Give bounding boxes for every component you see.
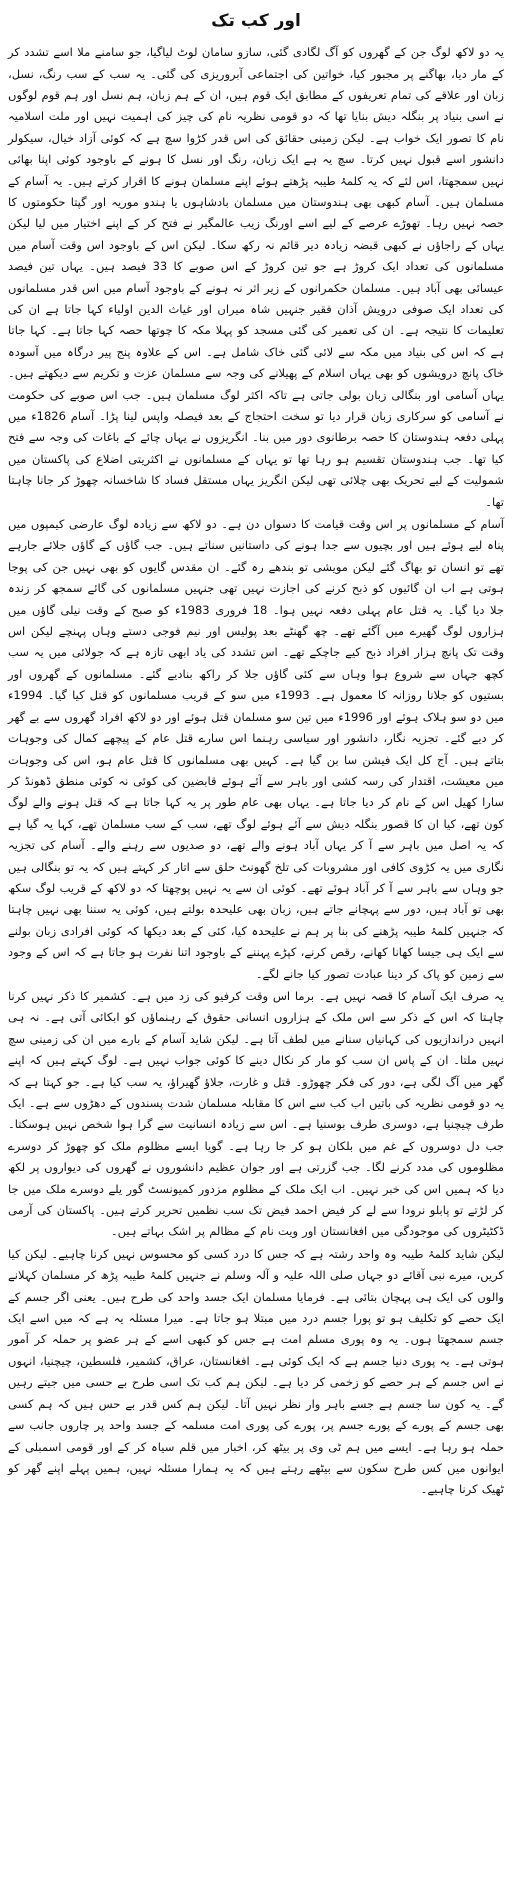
article-paragraph: یہ صرف ایک آسام کا قصہ نہیں ہے۔ برما اس وقت کرفیو کی زد میں ہے۔ کشمیر کا ذکر نہیں کرنا چاہتا کہ اس کے ذکر سے اس ملک کے ہزاروں انسانی حقوق کے رہنماؤں کو ابکائی آتی ہے۔ نہ ہی انہیں دراندازیوں کی کہانیاں سنانے میں لطف آتا ہے۔ لیکن شاید آسام کے بارے میں ان کی زمینی سچ نہیں ملتا۔ ان کے پاس ان سب کو مار کر نکال دینے کا کوئی جواب نہیں ہے۔ لوگ کہتے ہیں کہ اپنے گھر میں آگ لگی ہے، دور کی فکر چھوڑو۔ قتل و غارت، جلاؤ گھیراؤ، یہ سب کیا ہے۔ جو کہتا ہے کہ یہ دو قومی نظریہ کی باتیں اب کب سے اس کا مقابلہ مسلمان شدت پسندوں کے دھڑوں سے ہے۔ ایک طرف چیچنیا ہے، دوسری طرف بوسنیا ہے۔ اس سے زیادہ انسانیت سے گرا ہوا شخص نہیں ہوسکتا۔ جب دل دوسروں کے غم میں بلکان ہو کر جا رہا ہے۔ گویا ایسے مظلوم ملک کو چھوڑ کر دوسرے مظلوموں کی مدد کرنے لگا۔ جب گزرتی ہے اور جوان عظیم دانشوروں نے گھروں کی دیواروں پر لکھ دیا کہ ہمیں اس کی خبر نہیں۔ اب ایک ملک کے مظلوم مزدور کمیونسٹ گور یلے دوسرے ملک میں جا کر لڑتے تو پابلو نرودا سے لے کر فیض احمد فیض تک سب نظمیں تحریر کرتے ہیں۔ پاکستان کی آرمی ڈکٹیٹروں کی موجودگی میں افغانستان اور ویت نام کے مظالم پر اشک بہاتے ہیں۔ [8,988,505,1239]
article-paragraph: یہ دو لاکھ لوگ جن کے گھروں کو آگ لگادی گئی، سازو سامان لوٹ لیاگیا، جو سامنے ملا اسے تشدد کر کے مار دیا، بھاگنے پر مجبور کیا، خواتین کی اجتماعی آبروریزی کی گئی۔ یہ سب کے سب رنگ، نسل، زبان اور علاقے کی تمام تعریفوں کے مطابق ایک قوم ہیں، ان کے ہم زبان، ہم نسل اور ہم قوم لوگوں نے اسی بنیاد پر بنگلہ دیش بنایا تھا کہ دو قومی نظریہ نام کی چیز کی اہمیت نہیں اور ملت اسلامیہ نام کا تصور ایک خواب ہے۔ لیکن زمینی حقائق کی اس قدر کڑوا سچ ہے کہ کوئی آزاد خیال، سیکولر دانشور اسے قبول نہیں کرتا۔ سچ یہ ہے ایک زبان، رنگ اور نسل کا ہونے کے باوجود کوئی اپنا بھائی نہیں سمجھتا، اس لئے کہ یہ کلمۂ طیبہ پڑھتے ہوئے اپنے مسلمان ہونے کا اقرار کرتے ہیں۔ یہ آسام کے مسلمان ہیں۔ آسام کبھی بھی ہندوستان میں مسلمان بادشاہوں یا ہندو موریہ اور گپتا حکومتوں کا حصہ نہیں رہا۔ تھوڑے عرصے کے لیے اسے اورنگ زیب عالمگیر نے فتح کر کے اپنے اختیار میں لیا لیکن یہاں کے راجاؤں نے کبھی قبضہ زیادہ دیر قائم نہ رکھ سکا۔ لیکن اس کے باوجود اس وقت آسام میں مسلمانوں کی تعداد ایک کروڑ ہے جو تین کروڑ کے اس صوبے کا 33 فیصد ہیں۔ یہاں تین فیصد عیسائی بھی آباد ہیں۔ مسلمان حکمرانوں کے زیر اثر نہ ہونے کے باوجود آسام میں اس قدر مسلمانوں کی تعداد ایک صوفی درویش آذان فقیر جنہیں شاہ میراں اور غیاث الدین اولیاء کہا جاتا ہے ان کی تعلیمات کا نتیجہ ہے۔ ان کی تعمیر کی گئی مسجد کو پہلا مکہ کا چوتھا حصہ کہا جاتا ہے۔ کہا جاتا ہے کہ اس کی بنیاد میں مکہ سے لائی گئی خاک شامل ہے۔ اس کے علاوہ پنج پیر درگاہ میں آسودہ خاک پانچ درویشوں کو بھی یہاں اسلام کے پھیلانے کی وجہ سے مسلمان عزت و تکریم سے دیکھتے ہیں۔ یہاں آسامی اور بنگالی زبان بولی جاتی ہے تاکہ اکثر لوگ مسلمان ہیں۔ جب اس صوبے کی حکومت نے آسامی کو سرکاری زبان قرار دیا تو سخت احتجاج کے بعد فیصلہ واپس لینا پڑا۔ آسام 1826ء میں پہلی دفعہ ہندوستان کا حصہ برطانوی دور میں بنا۔ انگریزوں نے یہاں چائے کے باغات کی وجہ سے فتح کیا تھا۔ جب ہندوستان تقسیم ہو رہا تھا تو یہاں کے مسلمانوں نے اکثریتی اضلاع کی پاکستان میں شمولیت کے لیے تحریک بھی چلائی تھی لیکن انگریز یہاں مستقل فساد کا شاخسانہ چھوڑ کر جانا چاہتا تھا۔ [8,45,505,509]
article-title: اور کب تک [211,11,301,31]
article-paragraph: آسام کے مسلمانوں پر اس وقت قیامت کا دسواں دن ہے۔ دو لاکھ سے زیادہ لوگ عارضی کیمپوں میں پناہ لیے ہوئے ہیں اور بچیوں سے جدا ہونے کی داستانیں سناتے ہیں۔ جب گاؤں کے گاؤں جلائے جارہے تھے تو انسان تو بھاگ گئے لیکن مویشی تو بندھے رہ گئے۔ ان مقدس گایوں کو بھی نہیں جن کی پوجا ہوتی ہے اب ان گائیوں کو ذبح کرنے کی اجازت نہیں تھی جنہیں مسلمانوں کی گائے سمجھ کر زندہ جلا دیا گیا۔ یہ قتل عام پہلی دفعہ نہیں ہوا۔ 18 فروری 1983ء کو صبح کے وقت نیلی گاؤں میں ہزاروں لوگ گھیرے میں آگئے تھے۔ چھ گھنٹے بعد پولیس اور نیم فوجی دستے وہاں پہنچے لیکن اس وقت تک پانچ ہزار افراد ذبح کیے جاچکے تھے۔ اس تشدد کی یاد ابھی تازہ ہے کہ جولائی میں یہ سب کچھ جہاں سے شروع ہوا وہاں سے کئی گاؤں جلا کر راکھ بنادیے گئے۔ مسلمانوں کے گھروں اور بستیوں کو جلانا روزانہ کا معمول ہے۔ 1993ء میں سو کے قریب مسلمانوں کو قتل کیا گیا۔ 1994ء میں دو سو ہلاک ہوئے اور 1996ء میں تین سو مسلمان قتل ہوئے اور دو لاکھ افراد گھروں سے بے گھر کر دیے گئے۔ تجزیہ نگار، دانشور اور سیاسی رہنما اس سارے قتل عام کے پیچھے کمال کی وجوہات بتاتے ہیں۔ آج کل ایک فیشن سا بن گیا ہے۔ کہیں بھی مسلمانوں کا قتل عام ہو، اس کی وجوہات میں معیشت، اقتدار کی رسہ کشی اور باہر سے آئے ہوئے قابضین کی کوئی نہ کوئی منطق ڈھونڈ کر سارا کھیل اس کے نام کر دیا جاتا ہے۔ یہاں بھی عام طور پر یہ کہا جاتا ہے کہ قتل ہونے والے لوگ کون تھے، کیا ان کا قصور بنگلہ دیش سے آئے ہوئے لوگ تھے، سب کے سب مسلمان تھے، کہا یہ گیا ہے کہ یہ اصل میں باہر سے آ کر یہاں آباد ہونے والے تھے، دو صدیوں سے رہنے والے۔ آسام کی تجزیہ نگاری میں یہ کڑوی کافی اور مشروبات کی تلخ گھونٹ حلق سے اتار کر کہتے ہیں کہ یہ تو بنگالی ہیں جو وہاں سے باہر سے آ کر آباد ہوئے تھے۔ کوئی ان سے یہ نہیں پوچھتا کہ دو لاکھ کے قریب لوگ سکھ بھی تو آباد ہیں، دور سے پہچانے جاتے ہیں، زبان بھی علیحدہ بولتے ہیں، کوئی یہ سننا بھی نہیں چاہتا کہ جنہیں کلمۂ طیبہ پڑھنے کی بنا پر ہم نے علیحدہ کیا، کئی کے بعد دیکھا کہ کوئی افرادی زبان بولنے سے ایک ہی جیسا کھانا کھانے، رقص کرنے، کپڑے پہننے کے باوجود اتنا نفرت ہو جاتا ہے کہ اس کے وجود سے زمین کو پاک کر دینا عبادت تصور کیا جانے لگے۔ [8,517,505,981]
article-paragraph: لیکن شاید کلمۂ طیبہ وہ واحد رشتہ ہے کہ جس کا درد کسی کو محسوس نہیں کرنا چاہیے۔ لیکن کیا کریں، میرے نبی آقائے دو جہاں صلی اللہ علیہ و آلہ وسلم نے جنہیں کلمۂ طیبہ پڑھ کر مسلمان کہلانے والوں کی ایک ہی پہچان بتائی ہے۔ فرمایا مسلمان ایک جسد واحد کی طرح ہیں۔ یعنی اگر جسم کے ایک حصے کو تکلیف ہو تو پورا جسم درد میں مبتلا ہو جاتا ہے۔ میرا مسئلہ یہ ہے کہ میں اسے ایک جسم سمجھتا ہوں۔ یہ وہ پوری مسلم امت ہے جس کو کبھی اسے کے ہر عضو پر حملہ کر آمور ہوتی ہے۔ یہ پوری دنیا جسم ہے کہ ایک کوئی ہے۔ افغانستان، عراق، کشمیر، فلسطین، چیچنیا، انہوں نے اس جسم کے ہر حصے کو زخمی کر دیا ہے۔ لیکن ہم کب تک اسی طرح بے حسی میں جیتے رہیں گے۔ یہ کون سا جسم ہے جسے باہر وار نظر نہیں آتا۔ لیکن ہم کس قدر بے حس ہیں کہ ہم کسی بھی جسم کے پورے کے پورے جسم پر، پورے کی پوری امت مسلمہ کے جسد واحد پر چاروں جانب سے حملہ ہو رہا ہے۔ ایسے میں ہم ٹی وی پر بیٹھ کر، اخبار میں قلم سیاہ کر کے اور قومی اسمبلی کے ایوانوں میں کس طرح سکون سے بیٹھے رہتے ہیں کہ یہ ہمارا مسئلہ نہیں، ہمیں پہلے اپنے گھر کو ٹھیک کرنا چاہیے۔ [8,1246,504,1497]
